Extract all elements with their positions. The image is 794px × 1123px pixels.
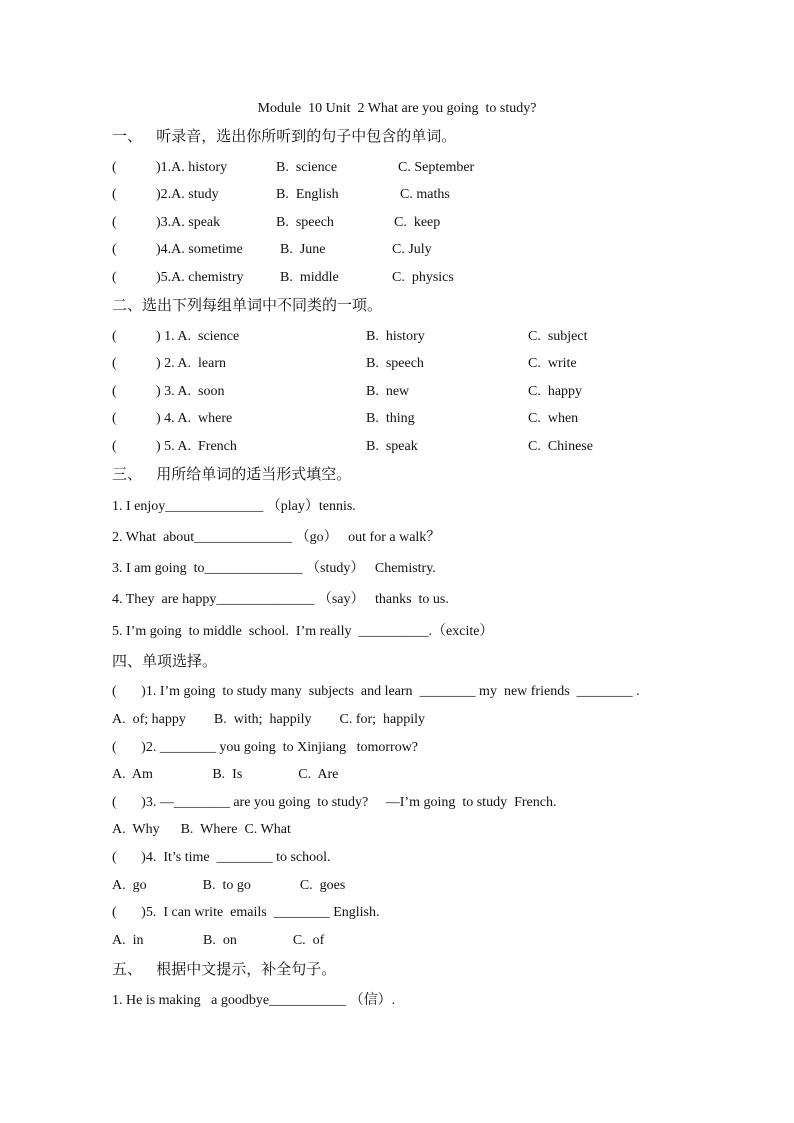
s2-item-2-c: C. write (528, 356, 577, 371)
s2-item-5-a: ) 5. A. French (156, 439, 237, 454)
s2-item-4-a: ) 4. A. where (156, 411, 233, 426)
s4-options-4: A. go B. to go C. goes (112, 878, 346, 893)
s1-item-3-a: )3.A. speak (156, 215, 221, 230)
s5-item-1: 1. He is making a goodbye___________ （信）. (112, 993, 396, 1008)
s1-item-3-paren: ( (112, 215, 117, 230)
s2-item-2-b: B. speech (366, 356, 424, 371)
s4-question-3: ( )3. —________ are you going to study? —I’m going to study French. (112, 795, 557, 810)
s1-item-5-b: B. middle (280, 270, 339, 285)
section-2-heading: 二、选出下列每组单词中不同类的一项。 (112, 296, 383, 314)
s3-item-5: 5. I’m going to middle school. I’m really __________.（excite） (112, 624, 494, 639)
page-title: Module 10 Unit 2 What are you going to study? (257, 101, 537, 116)
s1-item-1-b: B. science (276, 160, 338, 175)
s2-item-3-c: C. happy (528, 384, 583, 399)
section-3-heading: 三、 用所给单词的适当形式填空。 (112, 465, 352, 483)
s2-item-2-paren: ( (112, 356, 117, 371)
s4-question-2: ( )2. ________ you going to Xinjiang tomorrow? (112, 740, 419, 755)
s1-item-1-a: )1.A. history (156, 160, 228, 175)
s4-options-3: A. Why B. Where C. What (112, 822, 291, 837)
s3-item-2: 2. What about______________ （go） out for a walk？ (112, 530, 441, 545)
s1-item-1-c: C. September (398, 160, 475, 175)
s4-options-1: A. of; happy B. with; happily C. for; happily (112, 712, 426, 727)
s3-item-4: 4. They are happy______________ （say） thanks to us. (112, 592, 449, 607)
s1-item-5-paren: ( (112, 270, 117, 285)
s3-item-1: 1. I enjoy______________ （play）tennis. (112, 499, 356, 514)
s4-question-5: ( )5. I can write emails ________ English. (112, 905, 380, 920)
s1-item-3-c: C. keep (394, 215, 441, 230)
s2-item-4-paren: ( (112, 411, 117, 426)
section-4-heading: 四、单项选择。 (112, 652, 218, 670)
s2-item-3-a: ) 3. A. soon (156, 384, 225, 399)
section-5-heading: 五、 根据中文提示，补全句子。 (112, 960, 337, 978)
s2-item-1-paren: ( (112, 329, 117, 344)
s2-item-3-b: B. new (366, 384, 410, 399)
s4-question-4: ( )4. It’s time ________ to school. (112, 850, 331, 865)
s4-options-5: A. in B. on C. of (112, 933, 325, 948)
s2-item-1-b: B. history (366, 329, 425, 344)
s1-item-4-paren: ( (112, 242, 117, 257)
s2-item-4-c: C. when (528, 411, 579, 426)
s1-item-5-a: )5.A. chemistry (156, 270, 244, 285)
s1-item-4-b: B. June (280, 242, 326, 257)
s1-item-4-a: )4.A. sometime (156, 242, 243, 257)
s1-item-2-a: )2.A. study (156, 187, 219, 202)
s4-options-2: A. Am B. Is C. Are (112, 767, 339, 782)
s1-item-1-paren: ( (112, 160, 117, 175)
s2-item-5-c: C. Chinese (528, 439, 593, 454)
s2-item-5-paren: ( (112, 439, 117, 454)
s1-item-2-c: C. maths (400, 187, 450, 202)
s1-item-5-c: C. physics (392, 270, 454, 285)
s3-item-3: 3. I am going to______________ （study） Chemistry. (112, 561, 436, 576)
s1-item-2-paren: ( (112, 187, 117, 202)
s2-item-1-c: C. subject (528, 329, 588, 344)
s2-item-5-b: B. speak (366, 439, 418, 454)
s1-item-2-b: B. English (276, 187, 339, 202)
s1-item-3-b: B. speech (276, 215, 334, 230)
s2-item-3-paren: ( (112, 384, 117, 399)
s4-question-1: ( )1. I’m going to study many subjects and learn ________ my new friends ________ . (112, 684, 640, 699)
s2-item-1-a: ) 1. A. science (156, 329, 240, 344)
s2-item-4-b: B. thing (366, 411, 415, 426)
s1-item-4-c: C. July (392, 242, 432, 257)
section-1-heading: 一、 听录音，选出你所听到的句子中包含的单词。 (112, 127, 457, 145)
s2-item-2-a: ) 2. A. learn (156, 356, 226, 371)
